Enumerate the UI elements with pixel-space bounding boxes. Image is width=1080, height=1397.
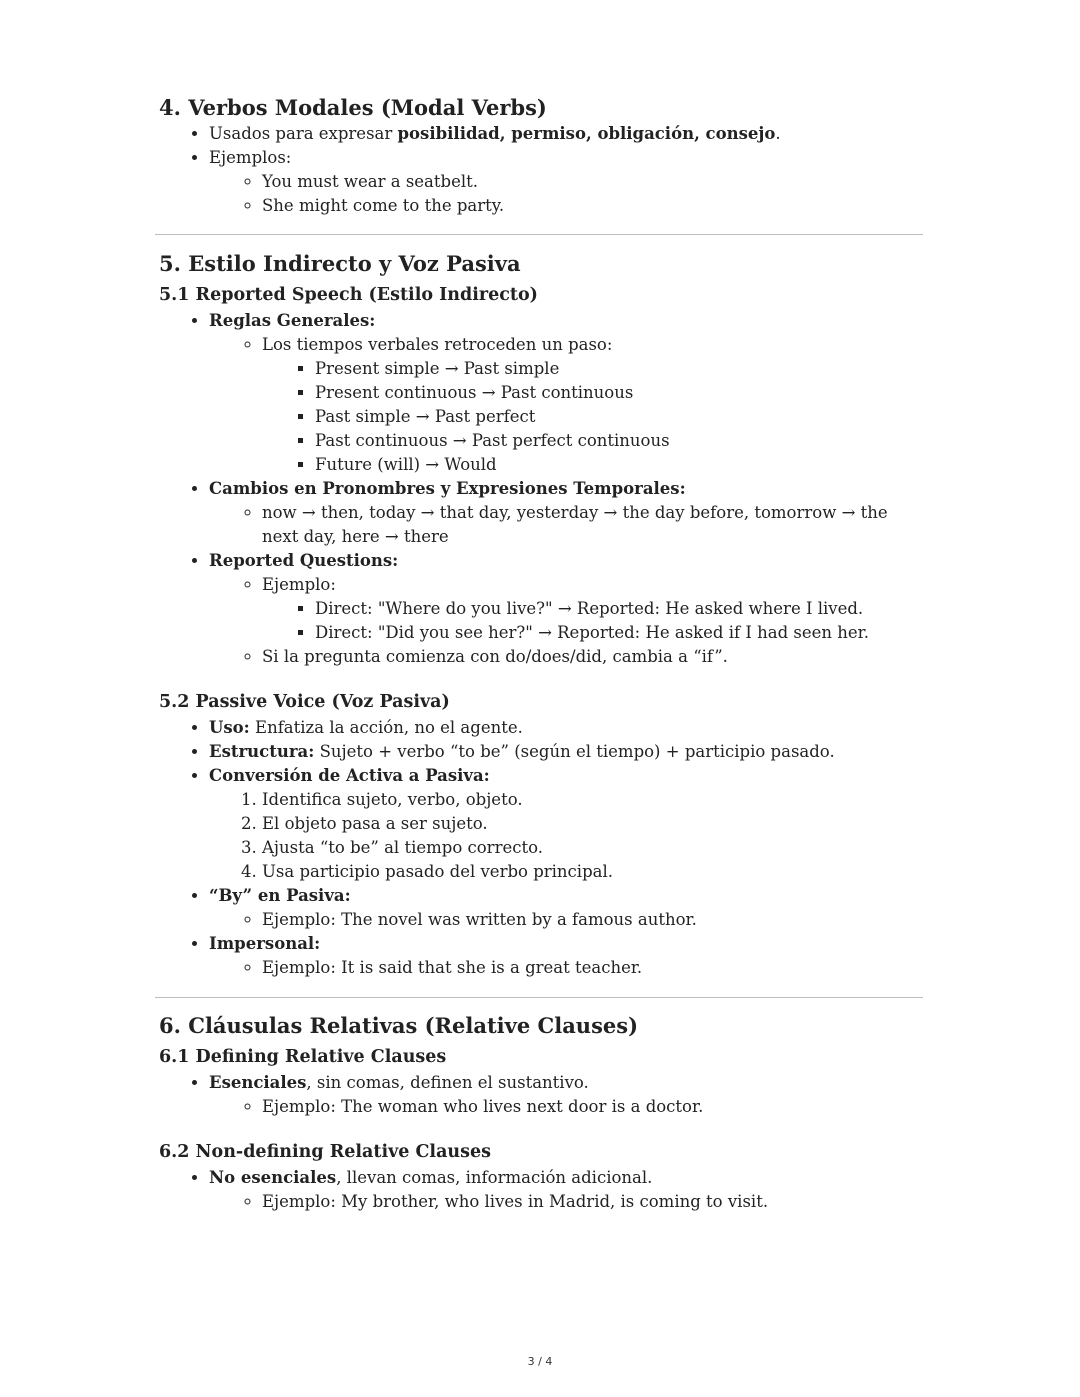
list-item: 4. Usa participio pasado del verbo principal. [262,860,924,884]
passive-voice-list [159,716,924,980]
defining-example-sublist [209,1095,924,1119]
list-item [209,309,924,477]
examples-label: Ejemplos: [209,148,292,167]
subsection-6-2-heading: 6.2 Non-defining Relative Clauses [159,1142,491,1162]
list-item: ▪ Direct: "Did you see her?" → Reported: He asked if I had seen her. [315,621,924,645]
modal-use-suffix: . [775,124,781,143]
document-page [159,94,924,1214]
uso-label: Uso: [209,718,250,737]
list-item [209,932,924,980]
list-item: ▪ Direct: "Where do you live?" → Reported: He asked where I lived. [315,597,924,621]
list-item [209,1166,924,1214]
list-item: ◦ Ejemplo: It is said that she is a great teacher. [262,956,924,980]
estructura-label: Estructura: [209,742,315,761]
questions-label: Reported Questions: [209,551,399,570]
subsection-6-1-heading: 6.1 Defining Relative Clauses [159,1047,447,1067]
changes-label: Cambios en Pronombres y Expresiones Temporales: [209,479,686,498]
section-divider [155,997,923,998]
non-defining-bold: No esenciales [209,1168,337,1187]
impersonal-sublist [209,956,924,980]
subsection-5-1-heading: 5.1 Reported Speech (Estilo Indirecto) [159,285,538,305]
list-item: ▪ Present continuous → Past continuous [315,381,924,405]
questions-sublist [209,573,924,669]
list-item [209,1071,924,1119]
rules-label: Reglas Generales: [209,311,376,330]
section-4-heading: 4. Verbos Modales (Modal Verbs) [159,95,547,120]
conversion-label: Conversión de Activa a Pasiva: [209,766,490,785]
tense-shift-list [262,357,924,477]
list-item [209,884,924,932]
list-item [209,146,924,218]
list-item [262,333,924,477]
changes-sublist [209,501,924,549]
estructura-text: Sujeto + verbo “to be” (según el tiempo) + participio pasado. [314,742,835,761]
page-number: 3 / 4 [527,1355,553,1368]
list-item: 1. Identifica sujeto, verbo, objeto. [262,788,924,812]
subsection-5-2-heading: 5.2 Passive Voice (Voz Pasiva) [159,692,450,712]
list-item: ◦ She might come to the party. [262,194,924,218]
non-defining-text: , llevan comas, información adicional. [336,1168,653,1187]
list-item [209,716,924,740]
list-item [209,122,924,146]
list-item: ◦ Si la pregunta comienza con do/does/did, cambia a “if”. [262,645,924,669]
list-item: ◦ Ejemplo: My brother, who lives in Madrid, is coming to visit. [262,1190,924,1214]
tenses-intro: Los tiempos verbales retroceden un paso: [262,335,613,354]
section-6-heading: 6. Cláusulas Relativas (Relative Clauses) [159,1013,639,1038]
by-sublist [209,908,924,932]
impersonal-label: Impersonal: [209,934,321,953]
uso-text: Enfatiza la acción, no el agente. [249,718,523,737]
defining-bold: Esenciales [209,1073,307,1092]
list-item [209,764,924,884]
non-defining-clauses-list [159,1166,924,1214]
reported-speech-list [159,309,924,669]
list-item: 2. El objeto pasa a ser sujeto. [262,812,924,836]
list-item: ▪ Future (will) → Would [315,453,924,477]
list-item [209,740,924,764]
list-item: ◦ now → then, today → that day, yesterday → the day before, tomorrow → the next day, here → there [262,501,924,549]
modal-use-text: Usados para expresar [209,124,398,143]
list-item: ▪ Past continuous → Past perfect continuous [315,429,924,453]
conversion-steps-list [209,788,924,884]
list-item: ◦ Ejemplo: The woman who lives next door is a doctor. [262,1095,924,1119]
section-divider [155,234,923,235]
rules-sublist [209,333,924,477]
question-examples-list [262,597,924,645]
list-item [262,573,924,645]
section-4-list [159,122,924,218]
modal-use-bold: posibilidad, permiso, obligación, consejo [397,124,776,143]
example-label: Ejemplo: [262,575,336,594]
list-item [209,477,924,549]
section-5-heading: 5. Estilo Indirecto y Voz Pasiva [159,251,521,276]
list-item: ◦ Ejemplo: The novel was written by a famous author. [262,908,924,932]
defining-clauses-list [159,1071,924,1119]
non-defining-example-sublist [209,1190,924,1214]
list-item: ▪ Past simple → Past perfect [315,405,924,429]
by-label: “By” en Pasiva: [209,886,351,905]
list-item: 3. Ajusta “to be” al tiempo correcto. [262,836,924,860]
defining-text: , sin comas, definen el sustantivo. [306,1073,589,1092]
list-item: ◦ You must wear a seatbelt. [262,170,924,194]
list-item: ▪ Present simple → Past simple [315,357,924,381]
examples-list [209,170,924,218]
list-item [209,549,924,669]
